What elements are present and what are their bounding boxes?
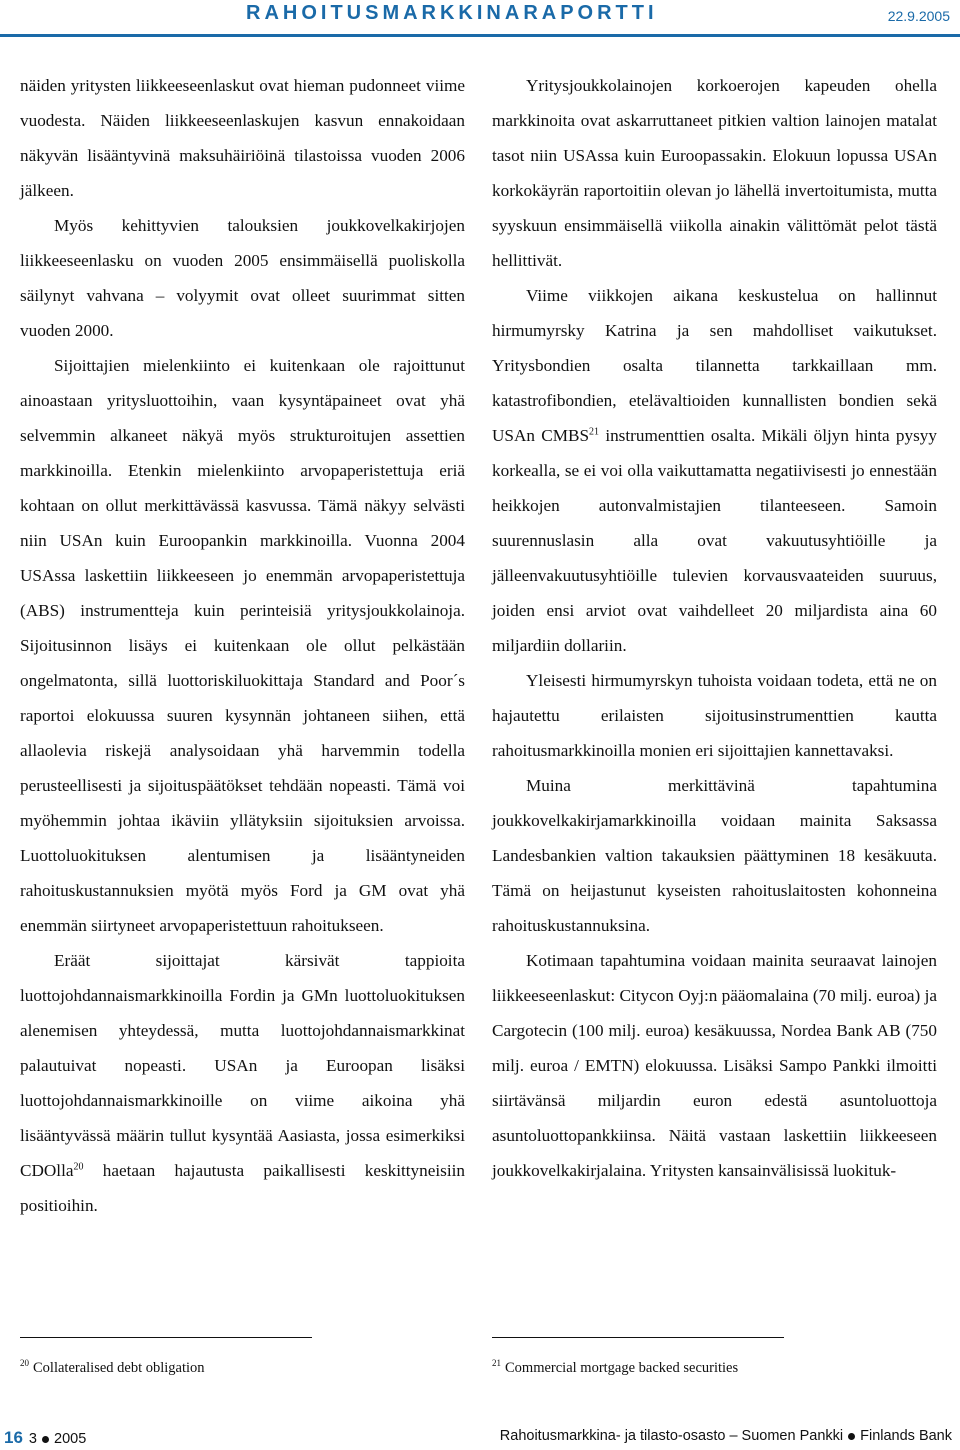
- left-paragraph-4-text: Eräät sijoittajat kärsivät tappioita luottojohdannaismarkkinoilla Fordin ja GMn luottoluokituksen alenemisen yhteydessä, mutta luottojohdannaismarkkinat palautuivat nopeasti. USAn ja Euroopan lisäksi luottojohdannaismarkkinoille on viime aikoina yhä lisääntyvässä määrin tullut kysyntää Aasiasta, jossa esimerkiksi CDOlla: [20, 951, 465, 1180]
- left-column: [20, 68, 465, 1223]
- right-paragraph-2-text: Viime viikkojen aikana keskustelua on hallinnut hirmumyrsky Katrina ja sen mahdolliset vaikutukset. Yritysbondien osalta tilannetta tarkkaillaan mm. katastrofibondien, etelävaltioiden kunnallisten bondien sekä USAn CMBS: [492, 286, 937, 445]
- footnote-21-text: Commercial mortgage backed securities: [505, 1360, 739, 1376]
- footnote-20-number: 20: [20, 1358, 29, 1369]
- header-divider: [0, 34, 960, 37]
- right-column: [492, 68, 937, 1188]
- footnote-ref-21: 21: [589, 426, 600, 438]
- footnote-20: [20, 1360, 205, 1377]
- footer-publisher: [500, 1428, 952, 1444]
- right-paragraph-2: [492, 278, 937, 663]
- footnote-21-number: 21: [492, 1358, 501, 1369]
- right-paragraph-3: Yleisesti hirmumyrskyn tuhoista voidaan todeta, että ne on hajautettu erilaisten sijoitusinstrumenttien kautta rahoitusmarkkinoilla monien eri sijoittajien kannettavaksi.: [492, 671, 937, 760]
- right-paragraph-2-end: instrumenttien osalta. Mikäli öljyn hinta pysyy korkealla, se ei voi olla vaikuttamatta negatiivisesti jo ennestään heikkojen autonvalmistajien tilanteeseen. Samoin suurennuslasin alla ovat vakuutusyhtiöille ja jälleenvakuutusyhtiöille tulevien korvausvaateiden suuruus, joiden ensi arviot ovat vaihdelleet 20 miljardista aina 60 miljardiin dollariin.: [492, 426, 937, 655]
- footnote-20-text: Collateralised debt obligation: [33, 1360, 205, 1376]
- publisher-name: Rahoitusmarkkina- ja tilasto-osasto – Suomen Pankki: [499, 1428, 844, 1444]
- left-paragraph-1: näiden yritysten liikkeeseenlaskut ovat hieman pudonneet viime vuodesta. Näiden liikkeeseenlaskujen kasvun ennakoidaan näkyvän lisääntyvinä maksuhäiriöinä tilastoissa vuoden 2006 jälkeen.: [20, 76, 465, 200]
- left-paragraph-4: [20, 943, 465, 1223]
- right-paragraph-5: Kotimaan tapahtumina voidaan mainita seuraavat lainojen liikkeeseenlaskut: Citycon Oyj:n pääomalaina (70 milj. euroa) ja Cargotecin (100 milj. euroa) kesäkuussa, Nordea Bank AB (750 milj. euroa / EMTN) elokuussa. Lisäksi Sampo Pankki ilmoitti siirtävänsä miljardin euron edestä asuntoluottoja asuntoluottopankkiinsa. Näitä vastaan laskettiin liikkeeseen joukkovelkakirjalaina. Yritysten kansainvälisissä luokituk-: [492, 951, 937, 1180]
- left-paragraph-2: Myös kehittyvien talouksien joukkovelkakirjojen liikkeeseenlasku on vuoden 2005 ensimmäisellä puoliskolla säilynyt vahvana – volyymit ovat olleet suurimmat sitten vuoden 2000.: [20, 216, 465, 340]
- left-paragraph-4-end: haetaan hajautusta paikallisesti keskittyneisiin positioihin.: [20, 1161, 465, 1215]
- page-number: 16: [4, 1428, 23, 1447]
- issue-year: 2005: [54, 1431, 87, 1447]
- report-date: 22.9.2005: [887, 8, 950, 24]
- footer-page-info: [4, 1428, 86, 1448]
- footnote-divider-right: [492, 1337, 784, 1338]
- footnote-21: [492, 1360, 738, 1377]
- issue-number: 3: [28, 1431, 37, 1447]
- publisher-name-swedish: Finlands Bank: [860, 1428, 952, 1444]
- left-paragraph-3: Sijoittajien mielenkiinto ei kuitenkaan ole rajoittunut ainoastaan yritysluottoihin, vaan kysyntäpaineet ovat yhä selvemmin alkaneet näkyä myös strukturoitujen assettien markkinoilla. Etenkin mielenkiinto arvopaperistettuja eriä kohtaan on ollut merkittävässä kasvussa. Tämä näkyy selvästi niin USAn kuin Euroopankin markkinoilla. Vuonna 2004 USAssa laskettiin liikkeeseen jo enemmän arvopaperistettuja (ABS) instrumentteja kuin perinteisiä yritysjoukkolainoja. Sijoitusinnon lisäys ei kuitenkaan ole ollut pelkästään ongelmatonta, sillä luottoriskiluokittaja Standard and Poor´s raportoi elokuussa suuren kysynnän johtaneen siihen, että allaolevia riskejä analysoidaan yhä harvemmin todella perusteellisesti ja sijoituspäätökset tehdään nopeasti. Tämä voi myöhemmin johtaa ikäviin yllätyksiin sijoituksien arvoissa. Luottoluokituksen alentumisen ja lisääntyneiden rahoituskustannuksien myötä myös Ford ja GM ovat yhä enemmän siirtyneet arvopaperistettuun rahoitukseen.: [20, 356, 465, 935]
- footnote-ref-20: 20: [73, 1161, 84, 1173]
- right-paragraph-1: Yritysjoukkolainojen korkoerojen kapeuden ohella markkinoita ovat askarruttaneet pitkien valtion lainojen matalat tasot niin USAssa kuin Euroopassakin. Elokuun lopussa USAn korkokäyrän raportoitiin olevan jo lähellä invertoitumista, mutta syyskuun ensimmäisellä viikolla ainakin välittömät pelot tästä hellittivät.: [492, 76, 937, 270]
- right-paragraph-4: Muina merkittävinä tapahtumina joukkovelkakirjamarkkinoilla voidaan mainita Saksassa Landesbankien valtion takauksien päättyminen 18 kesäkuuta. Tämä on heijastunut kyseisten rahoituslaitosten kohonneina rahoituskustannuksina.: [492, 776, 937, 935]
- footnote-divider-left: [20, 1337, 312, 1338]
- bullet-icon: [848, 1433, 855, 1440]
- bullet-icon: [42, 1436, 49, 1443]
- report-title: RAHOITUSMARKKINARAPORTTI: [246, 2, 658, 24]
